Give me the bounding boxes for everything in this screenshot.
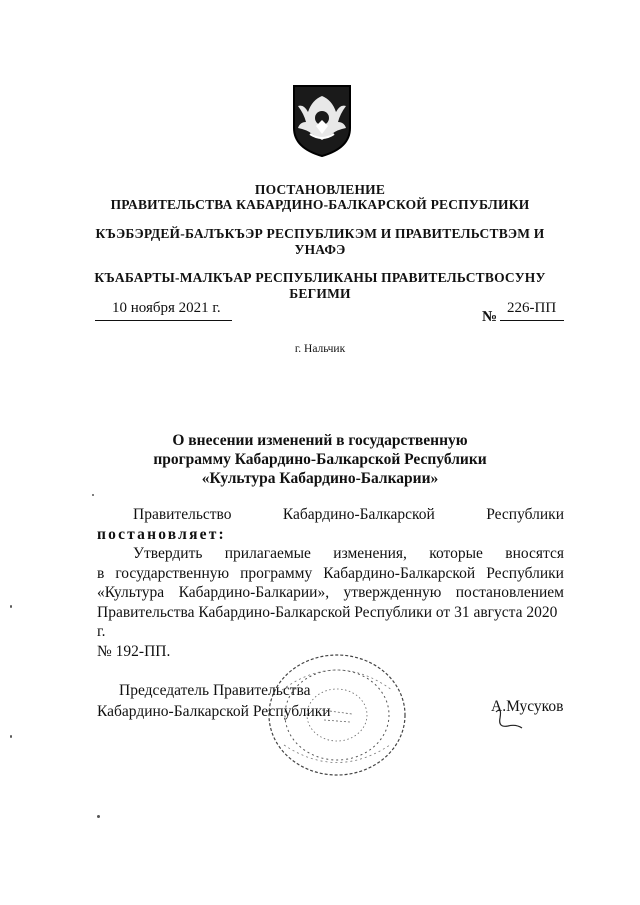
issuer-heading-kbd-line1: КЪЭБЭРДЕЙ-БАЛЪКЪЭР РЕСПУБЛИКЭМ И ПРАВИТЕЛЬСТВЭМ И: [95, 226, 545, 241]
word: Кабардино-Балкарии»,: [178, 584, 330, 601]
scan-speck: [92, 494, 94, 496]
decree-title-line3: «Культура Кабардино-Балкарии»: [201, 470, 439, 487]
date-underline: [95, 320, 232, 321]
decree-title-line1: О внесении изменений в государственную: [172, 432, 468, 449]
body-line: № 192-ПП.: [97, 642, 171, 660]
issuer-heading-ru: ПРАВИТЕЛЬСТВА КАБАРДИНО-БАЛКАРСКОЙ РЕСПУБЛИКИ: [110, 197, 530, 212]
city-label: г. Нальчик: [294, 343, 346, 355]
word: прилагаемые: [224, 545, 311, 562]
position-line2: Кабардино-Балкарской Республики: [97, 703, 331, 720]
body-paragraph-2: [97, 544, 564, 661]
decree-operative-word: постановляет:: [97, 525, 226, 543]
decree-date: 10 ноября 2021 г.: [112, 300, 221, 316]
decree-title-line2: программу Кабардино-Балкарской Республики: [153, 451, 487, 468]
word: программу: [240, 564, 313, 582]
scan-speck: [10, 735, 12, 738]
coat-of-arms-emblem: [290, 82, 354, 158]
number-underline: [500, 320, 564, 321]
word: утвержденную: [343, 584, 442, 601]
signatory-position: [97, 680, 331, 722]
word: Республики: [486, 506, 564, 523]
handwritten-signature: [492, 706, 562, 736]
word: Правительство: [133, 506, 232, 523]
word: вносятся: [505, 545, 564, 562]
position-line1: Председатель Правительства: [119, 682, 311, 699]
word: государственную: [115, 564, 230, 582]
word: которые: [429, 545, 483, 562]
number-sign: №: [482, 309, 498, 325]
issuer-heading-krc-line2: БЕГИМИ: [289, 286, 351, 301]
word: Республики: [486, 564, 564, 582]
word: «Культура: [97, 584, 165, 601]
issuer-heading-krc-line1: КЪАБАРТЫ-МАЛКЪАР РЕСПУБЛИКАНЫ ПРАВИТЕЛЬСТВОСУНУ: [94, 270, 546, 285]
word: Кабардино-Балкарской: [282, 506, 435, 523]
word: изменения,: [333, 545, 407, 562]
decree-number: 226-ПП: [507, 300, 557, 316]
body-line: Правительства Кабардино-Балкарской Республики от 31 августа 2020 г.: [97, 603, 558, 640]
document-type-heading: ПОСТАНОВЛЕНИЕ: [254, 182, 386, 197]
word: постановлением: [455, 584, 564, 601]
word: Кабардино-Балкарской: [323, 564, 476, 582]
issuer-heading-kbd-line2: УНАФЭ: [294, 242, 346, 257]
scan-speck: [97, 815, 100, 818]
word: в: [97, 564, 105, 582]
scan-speck: [10, 605, 12, 608]
body-paragraph-1: [97, 505, 564, 544]
signatory-name: А.Мусуков: [491, 698, 564, 715]
word: Утвердить: [133, 545, 203, 562]
